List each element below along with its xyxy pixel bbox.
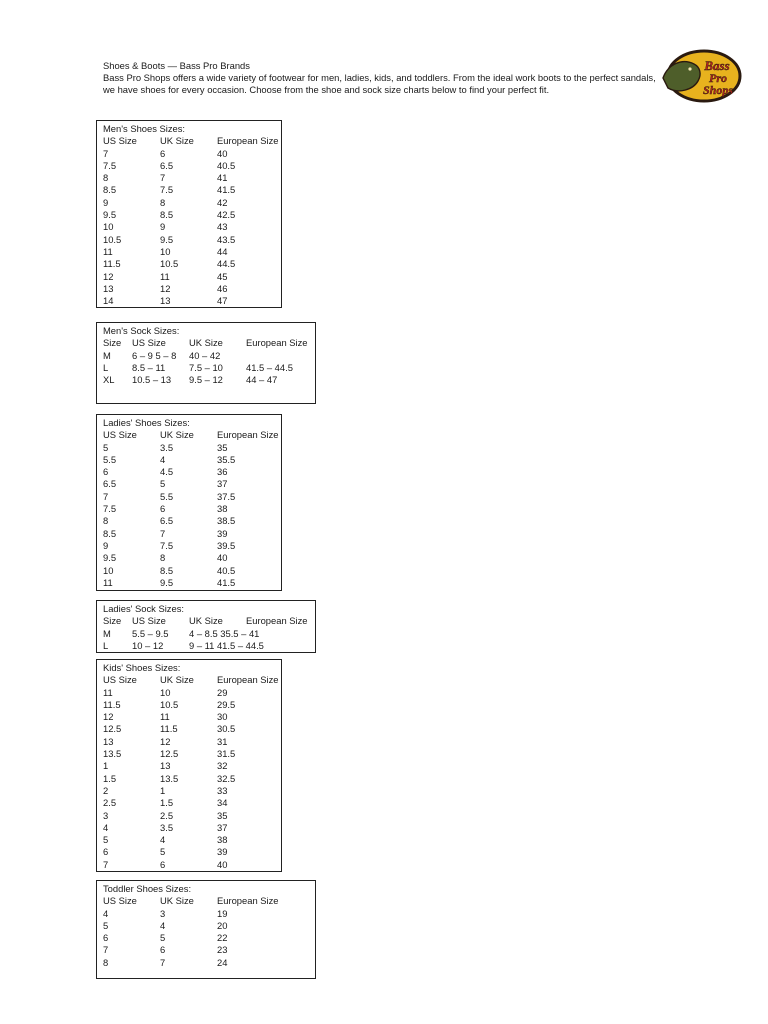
table-cell: 30 [217, 711, 228, 723]
table-cell: 40.5 [217, 159, 236, 171]
table-cell: 38 [217, 834, 228, 846]
column-header: Size [103, 615, 122, 627]
table-title: Men's Sock Sizes: [103, 325, 180, 336]
table-header-row [103, 674, 281, 686]
table-cell: 39 [217, 527, 228, 539]
table-cell: 44.5 [217, 258, 236, 270]
table-cell: 12.5 [160, 748, 179, 760]
table-row [103, 362, 315, 374]
table-cell: 10.5 [160, 258, 179, 270]
column-header: European Size [246, 337, 308, 349]
mens-socks-table [96, 322, 316, 404]
column-header: US Size [132, 615, 166, 627]
table-cell: 1 [103, 760, 109, 772]
table-cell: 7 [160, 527, 166, 539]
table-cell: 35 [217, 809, 228, 821]
table-row [103, 846, 281, 858]
table-row [103, 748, 281, 760]
table-cell: 5 [103, 441, 109, 453]
table-cell: 5.5 [160, 490, 174, 502]
toddler-shoes-table [96, 880, 316, 979]
table-cell: 38.5 [217, 515, 236, 527]
table-cell: 10 – 12 [132, 639, 164, 651]
table-cell: 7 [103, 147, 109, 159]
table-cell: 9.5 [160, 233, 174, 245]
column-header: US Size [103, 135, 137, 147]
table-row [103, 552, 281, 564]
table-row [103, 908, 315, 920]
table-row [103, 283, 281, 295]
table-cell: 44 [217, 245, 228, 257]
table-cell: 10 [103, 221, 114, 233]
table-row [103, 628, 315, 640]
table-cell: 6 [160, 147, 166, 159]
table-header-row [103, 429, 281, 441]
table-cell: 3.5 [160, 441, 174, 453]
table-cell: 7.5 [160, 184, 174, 196]
table-cell: 11.5 [103, 258, 121, 270]
table-cell: 11 [103, 245, 113, 257]
table-cell: 8 [103, 956, 109, 968]
table-cell: 8.5 [103, 184, 117, 196]
table-row [103, 234, 281, 246]
table-cell: 46 [217, 282, 228, 294]
table-cell: 6 [160, 503, 166, 515]
table-cell: 35 [217, 441, 228, 453]
table-cell: 34 [217, 797, 228, 809]
table-cell: 30.5 [217, 723, 236, 735]
table-row [103, 640, 315, 652]
table-row [103, 258, 281, 270]
table-cell: M [103, 627, 111, 639]
table-cell: 1 [160, 784, 166, 796]
table-cell: 11 [160, 711, 170, 723]
table-row [103, 540, 281, 552]
table-cell: 41.5 [217, 184, 236, 196]
table-cell: 40 – 42 [189, 349, 221, 361]
table-row [103, 221, 281, 233]
table-cell: 5 [103, 919, 109, 931]
table-cell: 9 [103, 539, 109, 551]
column-header: US Size [103, 674, 137, 686]
column-header: European Size [217, 135, 279, 147]
table-cell: 44 – 47 [246, 374, 278, 386]
table-cell: 8.5 [103, 527, 117, 539]
logo-word-shops: Shops [702, 83, 734, 97]
column-header: European Size [217, 674, 279, 686]
table-cell: 37 [217, 821, 228, 833]
table-cell: 12 [160, 282, 171, 294]
table-cell: 9 [160, 221, 166, 233]
table-cell: 6 [103, 466, 109, 478]
table-cell: 13 [160, 295, 171, 307]
table-cell: 3 [103, 809, 109, 821]
table-cell: 5 [160, 846, 166, 858]
table-row [103, 565, 281, 577]
table-row [103, 723, 281, 735]
table-header-row [103, 337, 315, 349]
table-cell: 9 [103, 196, 109, 208]
column-header: US Size [103, 429, 137, 441]
table-cell: 14 [103, 295, 114, 307]
table-title: Kids' Shoes Sizes: [103, 662, 181, 673]
table-row [103, 736, 281, 748]
table-cell: 5 [160, 478, 166, 490]
table-cell: XL [103, 374, 115, 386]
column-header: European Size [217, 429, 279, 441]
page-title: Shoes & Boots — Bass Pro Brands [103, 60, 250, 71]
table-cell: 7 [103, 944, 109, 956]
table-cell: 11.5 [103, 698, 121, 710]
table-cell: 42 [217, 196, 228, 208]
table-row [103, 687, 281, 699]
logo-word-bass: Bass [704, 58, 730, 73]
column-header: UK Size [160, 895, 194, 907]
table-row [103, 944, 315, 956]
table-cell: 23 [217, 944, 228, 956]
table-row [103, 785, 281, 797]
table-cell: 40.5 [217, 564, 236, 576]
table-row [103, 711, 281, 723]
table-cell: 10.5 [103, 233, 122, 245]
table-cell: 41 [217, 172, 228, 184]
table-cell: 12 [103, 711, 114, 723]
table-cell: 11 [103, 576, 113, 588]
table-row [103, 810, 281, 822]
table-cell: 4.5 [160, 466, 174, 478]
table-header-row [103, 895, 315, 907]
table-cell: 5.5 – 9.5 [132, 627, 169, 639]
table-cell: 1.5 [160, 797, 174, 809]
table-cell: 7.5 [160, 539, 174, 551]
table-cell: 8 [160, 552, 166, 564]
table-row [103, 760, 281, 772]
table-cell: 8.5 – 11 [132, 361, 166, 373]
table-cell: 13 [103, 735, 114, 747]
table-cell: 6 – 9 5 – 8 [132, 349, 177, 361]
table-cell: 40 [217, 552, 228, 564]
table-cell: 8 [103, 172, 109, 184]
table-cell: 6 [103, 932, 109, 944]
table-row [103, 515, 281, 527]
table-cell: 35.5 [217, 453, 236, 465]
table-cell: 42.5 [217, 209, 236, 221]
table-cell: 7.5 [103, 159, 117, 171]
table-cell: 29.5 [217, 698, 236, 710]
table-cell: 6.5 [160, 515, 174, 527]
table-cell: 9.5 [160, 576, 174, 588]
table-cell: 32.5 [217, 772, 236, 784]
table-cell [246, 628, 326, 640]
table-cell: 1.5 [103, 772, 117, 784]
table-cell: 9.5 – 12 [189, 374, 223, 386]
table-row [103, 834, 281, 846]
column-header: Size [103, 337, 122, 349]
intro-text [103, 60, 663, 96]
table-cell: 45 [217, 270, 228, 282]
table-cell: 41.5 [217, 576, 236, 588]
table-cell: 9.5 [103, 552, 117, 564]
table-cell: 6.5 [103, 478, 117, 490]
table-cell: 40 [217, 858, 228, 870]
table-cell: 6 [103, 846, 109, 858]
table-cell: 39 [217, 846, 228, 858]
table-cell: 31.5 [217, 748, 236, 760]
table-cell: 7.5 [103, 503, 117, 515]
table-row [103, 350, 315, 362]
table-cell: 8.5 [160, 564, 174, 576]
table-cell: 7 [103, 490, 109, 502]
table-cell: 4 [160, 919, 166, 931]
column-header: European Size [246, 615, 308, 627]
table-cell: 10 [103, 564, 114, 576]
table-cell: 10.5 [160, 698, 179, 710]
table-cell: 12 [103, 270, 114, 282]
table-row [103, 773, 281, 785]
table-row [103, 822, 281, 834]
table-cell: 3 [160, 907, 166, 919]
table-cell: 37.5 [217, 490, 236, 502]
table-cell: 36 [217, 466, 228, 478]
table-row [103, 478, 281, 490]
table-row [103, 172, 281, 184]
table-row [103, 271, 281, 283]
table-cell: 8.5 [160, 209, 174, 221]
table-cell: 32 [217, 760, 228, 772]
table-row [103, 797, 281, 809]
table-cell: 7 [160, 956, 166, 968]
table-row [103, 374, 315, 386]
table-cell: 40 [217, 147, 228, 159]
table-cell: L [103, 639, 109, 651]
table-header-row [103, 135, 281, 147]
table-row [103, 491, 281, 503]
table-row [103, 859, 281, 871]
table-cell: 6 [160, 858, 166, 870]
table-cell: 31 [217, 735, 228, 747]
table-cell: 22 [217, 932, 228, 944]
table-cell: 4 [103, 821, 109, 833]
table-cell: 43 [217, 221, 228, 233]
table-cell: 7 [103, 858, 109, 870]
table-cell [246, 350, 326, 362]
table-cell: 29 [217, 686, 228, 698]
table-cell: 10.5 – 13 [132, 374, 172, 386]
table-cell: 4 [103, 907, 109, 919]
column-header: UK Size [160, 674, 194, 686]
table-cell: 7.5 – 10 [189, 361, 223, 373]
column-header: US Size [103, 895, 137, 907]
table-cell: 6.5 [160, 159, 174, 171]
kids-shoes-table [96, 659, 282, 872]
column-header: UK Size [189, 337, 223, 349]
table-cell: 19 [217, 907, 228, 919]
column-header: European Size [217, 895, 279, 907]
table-cell: 39.5 [217, 539, 236, 551]
table-title: Ladies' Sock Sizes: [103, 603, 184, 614]
table-row [103, 503, 281, 515]
table-cell: 5 [103, 834, 109, 846]
table-row [103, 932, 315, 944]
intro-line-1: Bass Pro Shops offers a wide variety of footwear for men, ladies, kids, and toddlers. From the ideal work boots to the perfect sandals, [103, 72, 656, 83]
table-cell: 7 [160, 172, 166, 184]
table-cell: L [103, 361, 109, 373]
table-row [103, 466, 281, 478]
intro-line-2: we have shoes for every occasion. Choose from the shoe and sock size charts below to find your perfect fit. [103, 84, 550, 95]
column-header: US Size [132, 337, 166, 349]
table-row [103, 160, 281, 172]
table-cell: 6 [160, 944, 166, 956]
table-row [103, 209, 281, 221]
table-title: Toddler Shoes Sizes: [103, 883, 192, 894]
table-cell: 5.5 [103, 453, 117, 465]
table-cell: 3.5 [160, 821, 174, 833]
table-row [103, 442, 281, 454]
table-cell: 13.5 [160, 772, 179, 784]
table-cell: 33 [217, 784, 228, 796]
table-cell: 13 [103, 282, 114, 294]
table-cell: 2.5 [103, 797, 117, 809]
column-header: UK Size [160, 429, 194, 441]
logo-word-pro: Pro [709, 71, 727, 85]
table-cell: 8 [160, 196, 166, 208]
table-title: Ladies' Shoes Sizes: [103, 417, 190, 428]
table-cell: M [103, 349, 111, 361]
column-header: UK Size [160, 135, 194, 147]
table-cell: 5 [160, 932, 166, 944]
table-cell: 12 [160, 735, 171, 747]
mens-shoes-table [96, 120, 282, 308]
table-cell: 11 [160, 270, 170, 282]
table-cell: 11 [103, 686, 113, 698]
table-cell: 47 [217, 295, 228, 307]
table-cell: 37 [217, 478, 228, 490]
table-row [103, 699, 281, 711]
table-cell: 11.5 [160, 723, 178, 735]
table-cell: 4 [160, 453, 166, 465]
table-row [103, 197, 281, 209]
table-cell [246, 640, 326, 652]
table-cell: 4 [160, 834, 166, 846]
bass-pro-shops-logo [660, 48, 742, 104]
table-row [103, 184, 281, 196]
table-cell: 38 [217, 503, 228, 515]
table-row [103, 577, 281, 589]
table-cell: 20 [217, 919, 228, 931]
table-row [103, 295, 281, 307]
table-cell: 10 [160, 245, 171, 257]
ladies-shoes-table [96, 414, 282, 591]
table-title: Men's Shoes Sizes: [103, 123, 186, 134]
table-cell: 9 – 11 41.5 – 44.5 [189, 639, 264, 651]
table-cell: 24 [217, 956, 228, 968]
table-row [103, 920, 315, 932]
table-row [103, 528, 281, 540]
table-cell: 13.5 [103, 748, 122, 760]
table-row [103, 148, 281, 160]
table-row [103, 957, 315, 969]
table-cell: 12.5 [103, 723, 122, 735]
table-cell: 2.5 [160, 809, 174, 821]
table-cell: 4 – 8.5 35.5 – 41 [189, 627, 260, 639]
column-header: UK Size [189, 615, 223, 627]
table-row [103, 246, 281, 258]
table-cell: 8 [103, 515, 109, 527]
table-row [103, 454, 281, 466]
table-cell: 10 [160, 686, 171, 698]
table-cell: 2 [103, 784, 109, 796]
table-cell: 13 [160, 760, 171, 772]
table-header-row [103, 615, 315, 627]
table-cell: 41.5 – 44.5 [246, 361, 293, 373]
table-cell: 43.5 [217, 233, 236, 245]
ladies-socks-table [96, 600, 316, 653]
table-cell: 9.5 [103, 209, 117, 221]
